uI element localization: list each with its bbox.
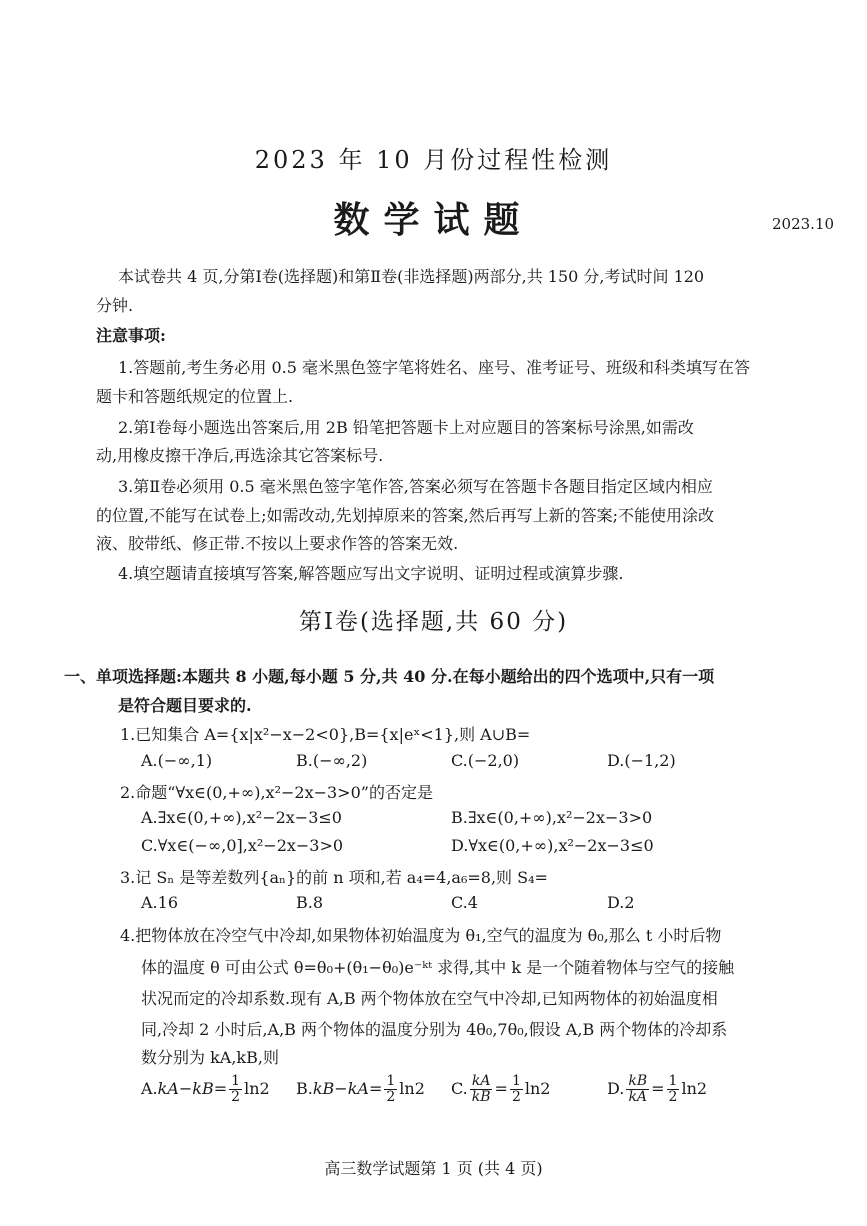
- question-2-option-a: A.∃x∈(0,+∞),x²−2x−3≤0: [141, 808, 342, 827]
- question-2-option-c: C.∀x∈(−∞,0],x²−2x−3>0: [141, 836, 344, 855]
- fraction: [626, 1074, 649, 1105]
- fraction-denominator: 2: [386, 1089, 396, 1105]
- part-one-title: 第Ⅰ卷(选择题,共 60 分): [298, 609, 569, 635]
- page-footer: 高三数学试题第 1 页 (共 4 页): [324, 1159, 543, 1178]
- fraction-numerator: 1: [231, 1073, 241, 1089]
- notice-item-3-line-3: 液、胶带纸、修正带.不按以上要求作答的答案无效.: [96, 534, 459, 553]
- question-1-option-d: D.(−1,2): [607, 751, 676, 770]
- fraction: [229, 1074, 242, 1105]
- notice-item-1-line-2: 题卡和答题纸规定的位置上.: [96, 387, 294, 406]
- fraction-denominator: 2: [511, 1089, 521, 1105]
- option-eq: =: [651, 1079, 665, 1098]
- notice-item-4-line-1: 4.填空题请直接填写答案,解答题应写出文字说明、证明过程或演算步骤.: [118, 564, 624, 583]
- fraction-denominator: 2: [668, 1089, 678, 1105]
- question-4-stem-line-3: 状况而定的冷却系数.现有 A,B 两个物体放在空气中冷却,已知两物体的初始温度相: [141, 989, 718, 1008]
- fraction-numerator: kA: [471, 1073, 491, 1089]
- question-1-stem: 1.已知集合 A={x|x²−x−2<0},B={x|eˣ<1},则 A∪B=: [120, 725, 531, 744]
- question-3-option-a: A.16: [141, 893, 178, 912]
- fraction-denominator: kB: [471, 1089, 491, 1105]
- option-prefix: C.: [451, 1079, 468, 1098]
- question-2-stem: 2.命题“∀x∈(0,+∞),x²−2x−3>0”的否定是: [120, 783, 433, 802]
- question-1-option-c: C.(−2,0): [451, 751, 520, 770]
- notice-item-1-line-1: 1.答题前,考生务必用 0.5 毫米黑色签字笔将姓名、座号、准考证号、班级和科类填写在答: [118, 358, 750, 377]
- notice-item-3-line-2: 的位置,不能写在试卷上;如需改动,先划掉原来的答案,然后再写上新的答案;不能使用涂改: [96, 506, 715, 525]
- option-eq: =: [494, 1079, 508, 1098]
- question-4-option-c: [451, 1074, 550, 1105]
- intro-line-2: 分钟.: [96, 296, 134, 315]
- question-1-option-a: A.(−∞,1): [141, 751, 213, 770]
- fraction-denominator: kA: [628, 1089, 648, 1105]
- fraction-numerator: 1: [511, 1073, 521, 1089]
- question-3-option-c: C.4: [451, 893, 478, 912]
- notice-title: 注意事项:: [96, 326, 166, 345]
- question-1-option-b: B.(−∞,2): [296, 751, 368, 770]
- fraction-numerator: 1: [386, 1073, 396, 1089]
- option-right: ln2: [681, 1079, 708, 1098]
- question-3-option-b: B.8: [296, 893, 324, 912]
- option-right: ln2: [399, 1079, 425, 1098]
- fraction: [470, 1074, 493, 1105]
- question-4-stem-line-2: 体的温度 θ 可由公式 θ=θ₀+(θ₁−θ₀)e⁻ᵏᵗ 求得,其中 k 是一个随着物体与空气的接触: [141, 958, 735, 977]
- question-4-option-b: [296, 1074, 425, 1105]
- intro-line-1: 本试卷共 4 页,分第Ⅰ卷(选择题)和第Ⅱ卷(非选择题)两部分,共 150 分,考试时间 120: [118, 267, 705, 286]
- question-3-stem: 3.记 Sₙ 是等差数列{aₙ}的前 n 项和,若 a₄=4,a₆=8,则 S₄=: [120, 868, 548, 887]
- exam-title: 数学试题: [333, 199, 534, 241]
- question-4-stem-line-1: 4.把物体放在冷空气中冷却,如果物体初始温度为 θ₁,空气的温度为 θ₀,那么 t 小时后物: [120, 926, 722, 945]
- fraction-numerator: kB: [628, 1073, 648, 1089]
- question-4-stem-line-5: 数分别为 kA,kB,则: [141, 1048, 279, 1067]
- exam-date: 2023.10: [772, 215, 835, 233]
- question-4-option-a: [141, 1074, 270, 1105]
- fraction: [384, 1074, 397, 1105]
- option-right: ln2: [244, 1079, 270, 1098]
- question-3-option-d: D.2: [607, 893, 635, 912]
- fraction-numerator: 1: [668, 1073, 678, 1089]
- fraction: [667, 1074, 680, 1105]
- option-right: ln2: [524, 1079, 551, 1098]
- notice-item-3-line-1: 3.第Ⅱ卷必须用 0.5 毫米黑色签字笔作答,答案必须写在答题卡各题目指定区域内相应: [118, 477, 713, 496]
- section-one-heading-line-1: 一、单项选择题:本题共 8 小题,每小题 5 分,共 40 分.在每小题给出的四个选项中,只有一项: [64, 667, 715, 686]
- question-2-option-d: D.∀x∈(0,+∞),x²−2x−3≤0: [451, 836, 654, 855]
- exam-subtitle: 2023 年 10 月份过程性检测: [254, 146, 613, 174]
- option-prefix: D.: [607, 1079, 625, 1098]
- question-4-stem-line-4: 同,冷却 2 小时后,A,B 两个物体的温度分别为 4θ₀,7θ₀,假设 A,B 两个物体的冷却系: [141, 1020, 728, 1039]
- question-2-option-b: B.∃x∈(0,+∞),x²−2x−3>0: [451, 808, 653, 827]
- section-one-heading-line-2: 是符合题目要求的.: [118, 696, 252, 715]
- option-prefix: B.: [296, 1079, 313, 1098]
- question-4-option-d: [607, 1074, 707, 1105]
- fraction: [510, 1074, 523, 1105]
- option-left: kA−kB=: [157, 1079, 228, 1098]
- notice-item-2-line-2: 动,用橡皮擦干净后,再选涂其它答案标号.: [96, 446, 384, 465]
- notice-item-2-line-1: 2.第Ⅰ卷每小题选出答案后,用 2B 铅笔把答题卡上对应题目的答案标号涂黑,如需改: [118, 418, 694, 437]
- option-prefix: A.: [141, 1079, 158, 1098]
- option-left: kB−kA=: [312, 1079, 383, 1098]
- fraction-denominator: 2: [231, 1089, 241, 1105]
